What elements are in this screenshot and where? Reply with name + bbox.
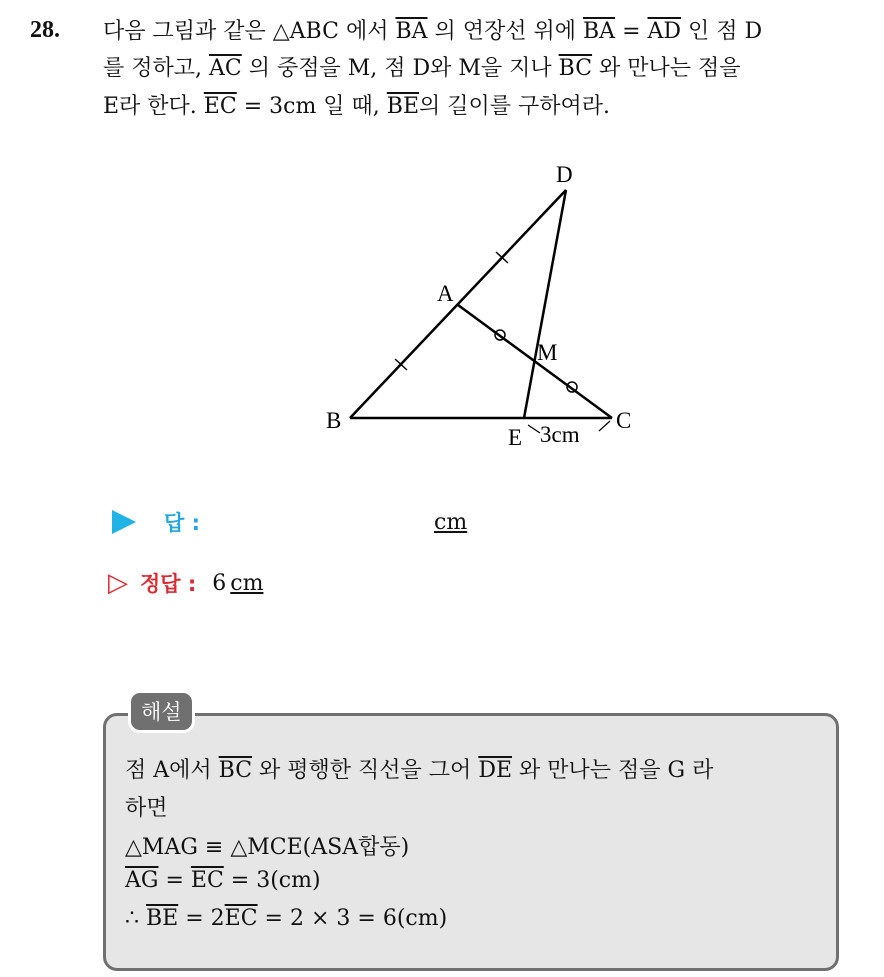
segment-label: $\overline{BC}$ [558,56,593,81]
question-line-3 [103,91,610,123]
answer-row [108,507,467,537]
segment-label: $\overline{EC}$ [224,906,258,931]
explanation-text: ∴ [125,906,146,931]
question-text: 의 길이를 구하여라. [419,94,611,119]
correct-unit: cm [230,570,264,596]
question-text: 의 연장선 위에 [427,19,584,44]
segment-bd [350,190,566,418]
explanation-line-4 [125,868,321,893]
answer-label: 답 : [164,511,200,535]
segment-label: $\overline{DE}$ [478,758,513,783]
segment-label: $\overline{EC}$ [203,94,237,119]
point-label-c: C [616,408,632,433]
answer-arrow-icon [112,510,136,534]
point-label-d: D [556,162,573,187]
explanation-text: = 2 [178,906,225,931]
segment-label: $\overline{BE}$ [146,906,179,931]
answer-unit: cm [434,509,468,535]
question-text: 의 중점을 M, 점 D와 M을 지나 [241,56,559,81]
point-label-m: M [537,340,558,365]
explanation-text: = [158,868,191,893]
question-text: E라 한다. [103,94,204,119]
segment-label: $\overline{AD}$ [647,19,682,44]
correct-label: 정답 : [140,572,197,596]
length-bracket-right [599,421,610,431]
length-bracket-left [528,425,540,433]
explanation-line-5 [125,906,447,931]
triangle-figure [320,155,650,455]
explanation-text: = 3(cm) [223,868,321,893]
segment-label: $\overline{AC}$ [209,56,242,81]
explanation-line-1 [125,753,713,784]
segment-label: $\overline{AG}$ [125,868,159,893]
question-text: = [615,19,648,44]
point-label-e: E [508,425,523,450]
segment-label: $\overline{BA}$ [583,19,616,44]
correct-arrow-icon: ▷ [108,568,128,598]
point-label-b: B [326,408,342,433]
explanation-line-3: △MAG ≡ △MCE(ASA합동) [125,835,410,860]
correct-value: 6 [212,570,227,596]
question-text: 와 만나는 점을 [592,56,741,81]
explanation-text: = 2 × 3 = 6(cm) [257,906,448,931]
correct-answer-row [108,568,263,598]
explanation-text: 점 A에서 [125,758,219,783]
question-text: 를 정하고, [103,56,209,81]
explanation-text: 와 만나는 점을 G 라 [512,758,714,783]
segment-label: $\overline{BC}$ [218,758,253,783]
explanation-line-2: 하면 [125,796,168,821]
question-text: 인 점 D [681,19,763,44]
segment-label: $\overline{BE}$ [386,94,420,119]
segment-label: $\overline{BA}$ [395,19,428,44]
question-number: 28. [30,17,60,43]
question-line-2 [103,53,741,85]
segment-de [524,190,566,418]
question-text: 다음 그림과 같은 △ABC 에서 [103,19,396,44]
segment-label: $\overline{EC}$ [190,868,224,893]
point-label-a: A [437,281,454,306]
length-label-ec: 3cm [540,422,580,447]
question-text: = 3cm 일 때, [236,94,387,119]
explanation-badge: 해설 [128,690,195,733]
question-line-1 [103,16,762,48]
explanation-text: 와 평행한 직선을 그어 [252,758,479,783]
